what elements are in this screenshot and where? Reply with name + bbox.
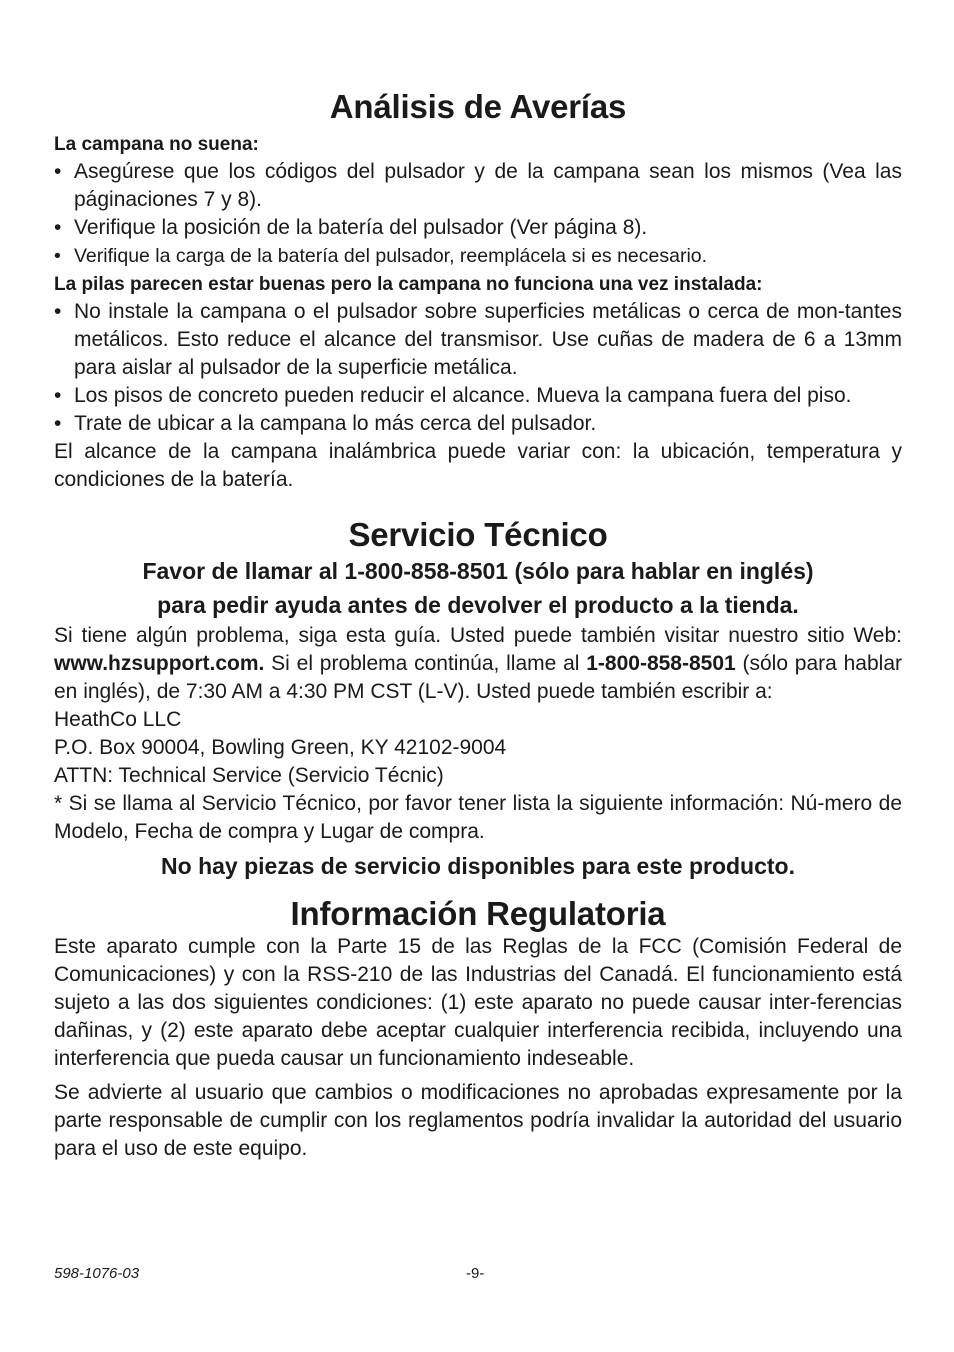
list-item: • Verifique la carga de la batería del pulsador, reemplácela si es necesario. (54, 242, 902, 270)
regulatory-paragraph-2: Se advierte al usuario que cambios o modificaciones no aprobadas expresamente por la parte responsable de cumplir con los reglamentos podría invalidar la autoridad del usuario para el uso de este equipo. (54, 1081, 902, 1160)
call-line-2: para pedir ayuda antes de devolver el producto a la tienda. (157, 592, 799, 618)
document-code: 598-1076-03 (54, 1265, 140, 1282)
call-line-1: Favor de llamar al 1-800-858-8501 (sólo para hablar en inglés) (142, 558, 814, 584)
range-paragraph: El alcance de la campana inalámbrica puede variar con: la ubicación, temperatura y condiciones de la batería. (54, 440, 902, 491)
service-paragraph (54, 622, 902, 706)
page-number: -9- (466, 1265, 485, 1282)
list-item: • Asegúrese que los códigos del pulsador y de la campana sean los mismos (Vea las páginaciones 7 y 8). (54, 158, 902, 214)
subheading-batteries-ok: La pilas parecen estar buenas pero la campana no funciona una vez instalada: (54, 274, 763, 295)
service-text-a: Si tiene algún problema, siga esta guía. Usted puede también visitar nuestro sitio Web: (54, 624, 902, 647)
page-content (54, 88, 902, 1163)
service-note: * Si se llama al Servicio Técnico, por favor tener lista la siguiente información: Nú-mero de Modelo, Fecha de compra y Lugar de compra. (54, 792, 902, 843)
bullet-list-no-ring (54, 158, 902, 270)
service-text-c: (sólo para hablar en inglés), de 7:30 AM a 4:30 PM CST (L-V). Usted puede también escribir a: (54, 652, 902, 703)
section-title-tech-service: Servicio Técnico (348, 516, 608, 553)
subheading-no-ring: La campana no suena: (54, 134, 259, 155)
no-parts-notice: No hay piezas de servicio disponibles para este producto. (161, 853, 795, 879)
bullet-list-batteries-ok (54, 298, 902, 438)
address-company: HeathCo LLC (54, 708, 182, 731)
list-item: • Los pisos de concreto pueden reducir el alcance. Mueva la campana fuera del piso. (54, 382, 902, 410)
list-item: • No instale la campana o el pulsador sobre superficies metálicas o cerca de mon-tantes metálicos. Esto reduce el alcance del transmisor. Use cuñas de madera de 6 a 13mm para aislar al pulsador de la superficie metálica. (54, 298, 902, 382)
regulatory-paragraph-1: Este aparato cumple con la Parte 15 de las Reglas de la FCC (Comisión Federal de Comunicaciones) y con la RSS-210 de las Industrias del Canadá. El funcionamiento está sujeto a las dos siguientes condiciones: (1) este aparato no puede causar inter-ferencias dañinas, y (2) este aparato debe aceptar cualquier interferencia recibida, incluyendo una interferencia que pueda causar un funcionamiento indeseable. (54, 935, 902, 1070)
service-text-b: Si el problema continúa, llame al (264, 652, 587, 675)
section-title-troubleshooting: Análisis de Averías (329, 88, 627, 125)
support-website-link[interactable]: www.hzsupport.com. (54, 652, 265, 675)
support-phone-number: 1-800-858-8501 (586, 652, 736, 675)
section-title-regulatory: Información Regulatoria (290, 895, 666, 932)
list-item: • Verifique la posición de la batería del pulsador (Ver página 8). (54, 214, 902, 242)
address-attn: ATTN: Technical Service (Servicio Técnic) (54, 764, 444, 787)
list-item: • Trate de ubicar a la campana lo más cerca del pulsador. (54, 410, 902, 438)
address-po-box: P.O. Box 90004, Bowling Green, KY 42102-9004 (54, 736, 507, 759)
